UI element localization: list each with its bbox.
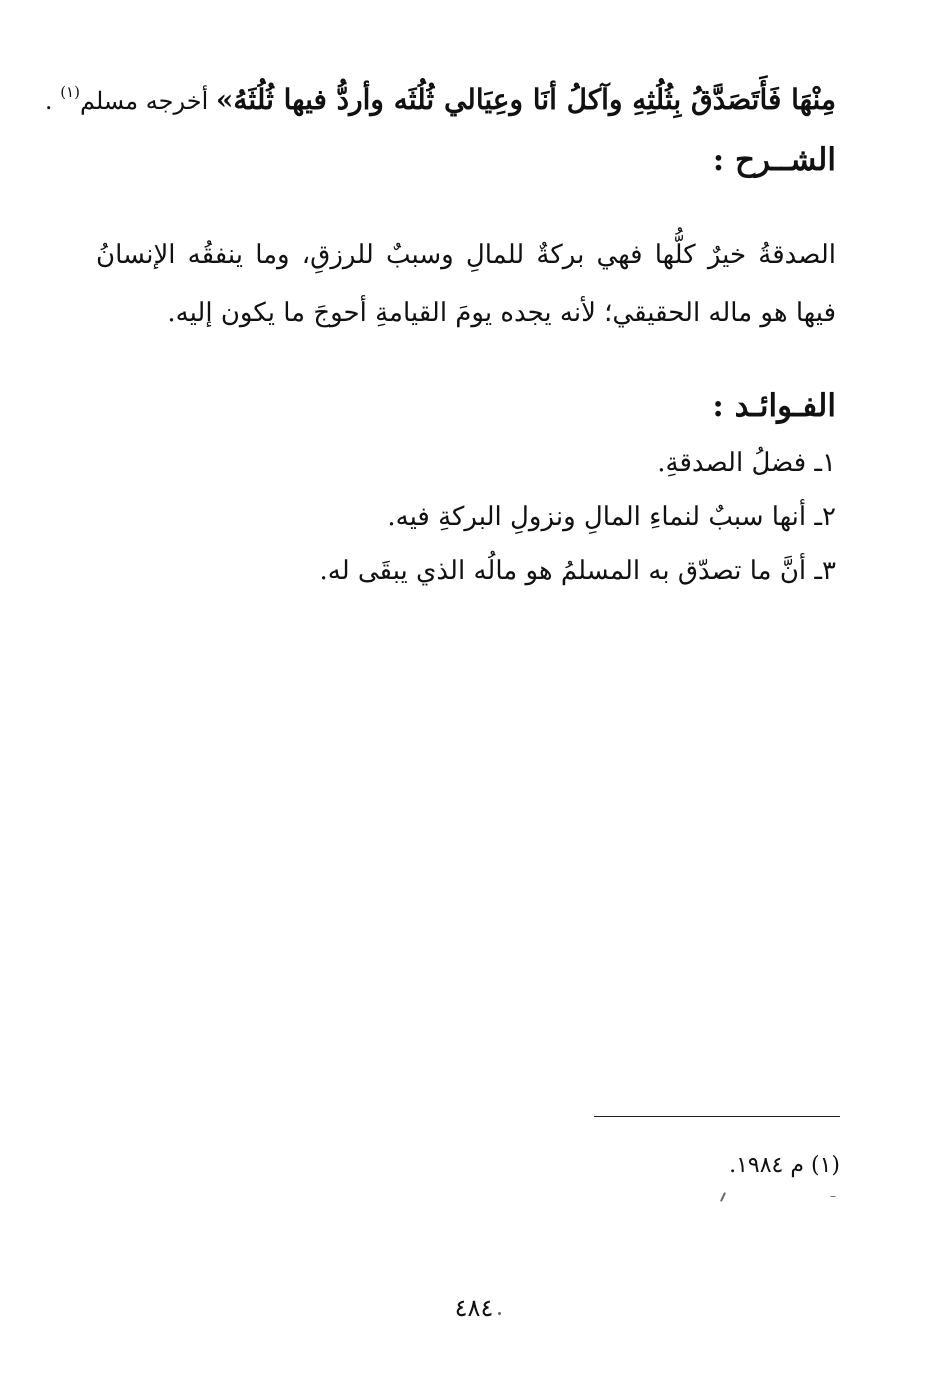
fawaid-list bbox=[96, 436, 836, 598]
scan-speck bbox=[830, 1196, 836, 1197]
fawaid-item: ٣ـ أنَّ ما تصدّق به المسلمُ هو مالُه الذي يبقَى له. bbox=[319, 556, 836, 586]
fawaid-heading: الفـوائـد : bbox=[712, 388, 836, 424]
sharh-heading: الشــرح : bbox=[712, 142, 836, 178]
page-number: ٤٨٤ bbox=[454, 1294, 494, 1322]
scan-speck bbox=[498, 1312, 501, 1315]
fawaid-item: ٢ـ أنها سببٌ لنماءِ المالِ ونزولِ البركةِ فيه. bbox=[387, 502, 836, 532]
fawaid-item: ١ـ فضلُ الصدقةِ. bbox=[657, 448, 836, 478]
footnote-marker: (١) bbox=[60, 83, 80, 101]
scan-speck bbox=[720, 1192, 726, 1202]
footnote: (١) م ١٩٨٤. bbox=[729, 1153, 840, 1178]
hadith-end-punctuation: . bbox=[44, 87, 61, 115]
hadith-text-line bbox=[44, 68, 836, 125]
hadith-attribution: أخرجه مسلم bbox=[79, 87, 216, 115]
sharh-paragraph: الصدقةُ خيرٌ كلُّها فهي بركةٌ للمالِ وسببٌ للرزقِ، وما ينفقُه الإنسانُ فيها هو ماله الحقيقي؛ لأنه يجده يومَ القيامةِ أحوجَ ما يكون إليه. bbox=[96, 240, 836, 328]
footnote-divider bbox=[594, 1116, 840, 1117]
hadith-quote: مِنْهَا فَأَتَصَدَّقُ بِثُلُثِهِ وآكلُ أنَا وعِيَالي ثُلُثَه وأردُّ فيها ثُلُثَهُ» bbox=[215, 83, 836, 116]
